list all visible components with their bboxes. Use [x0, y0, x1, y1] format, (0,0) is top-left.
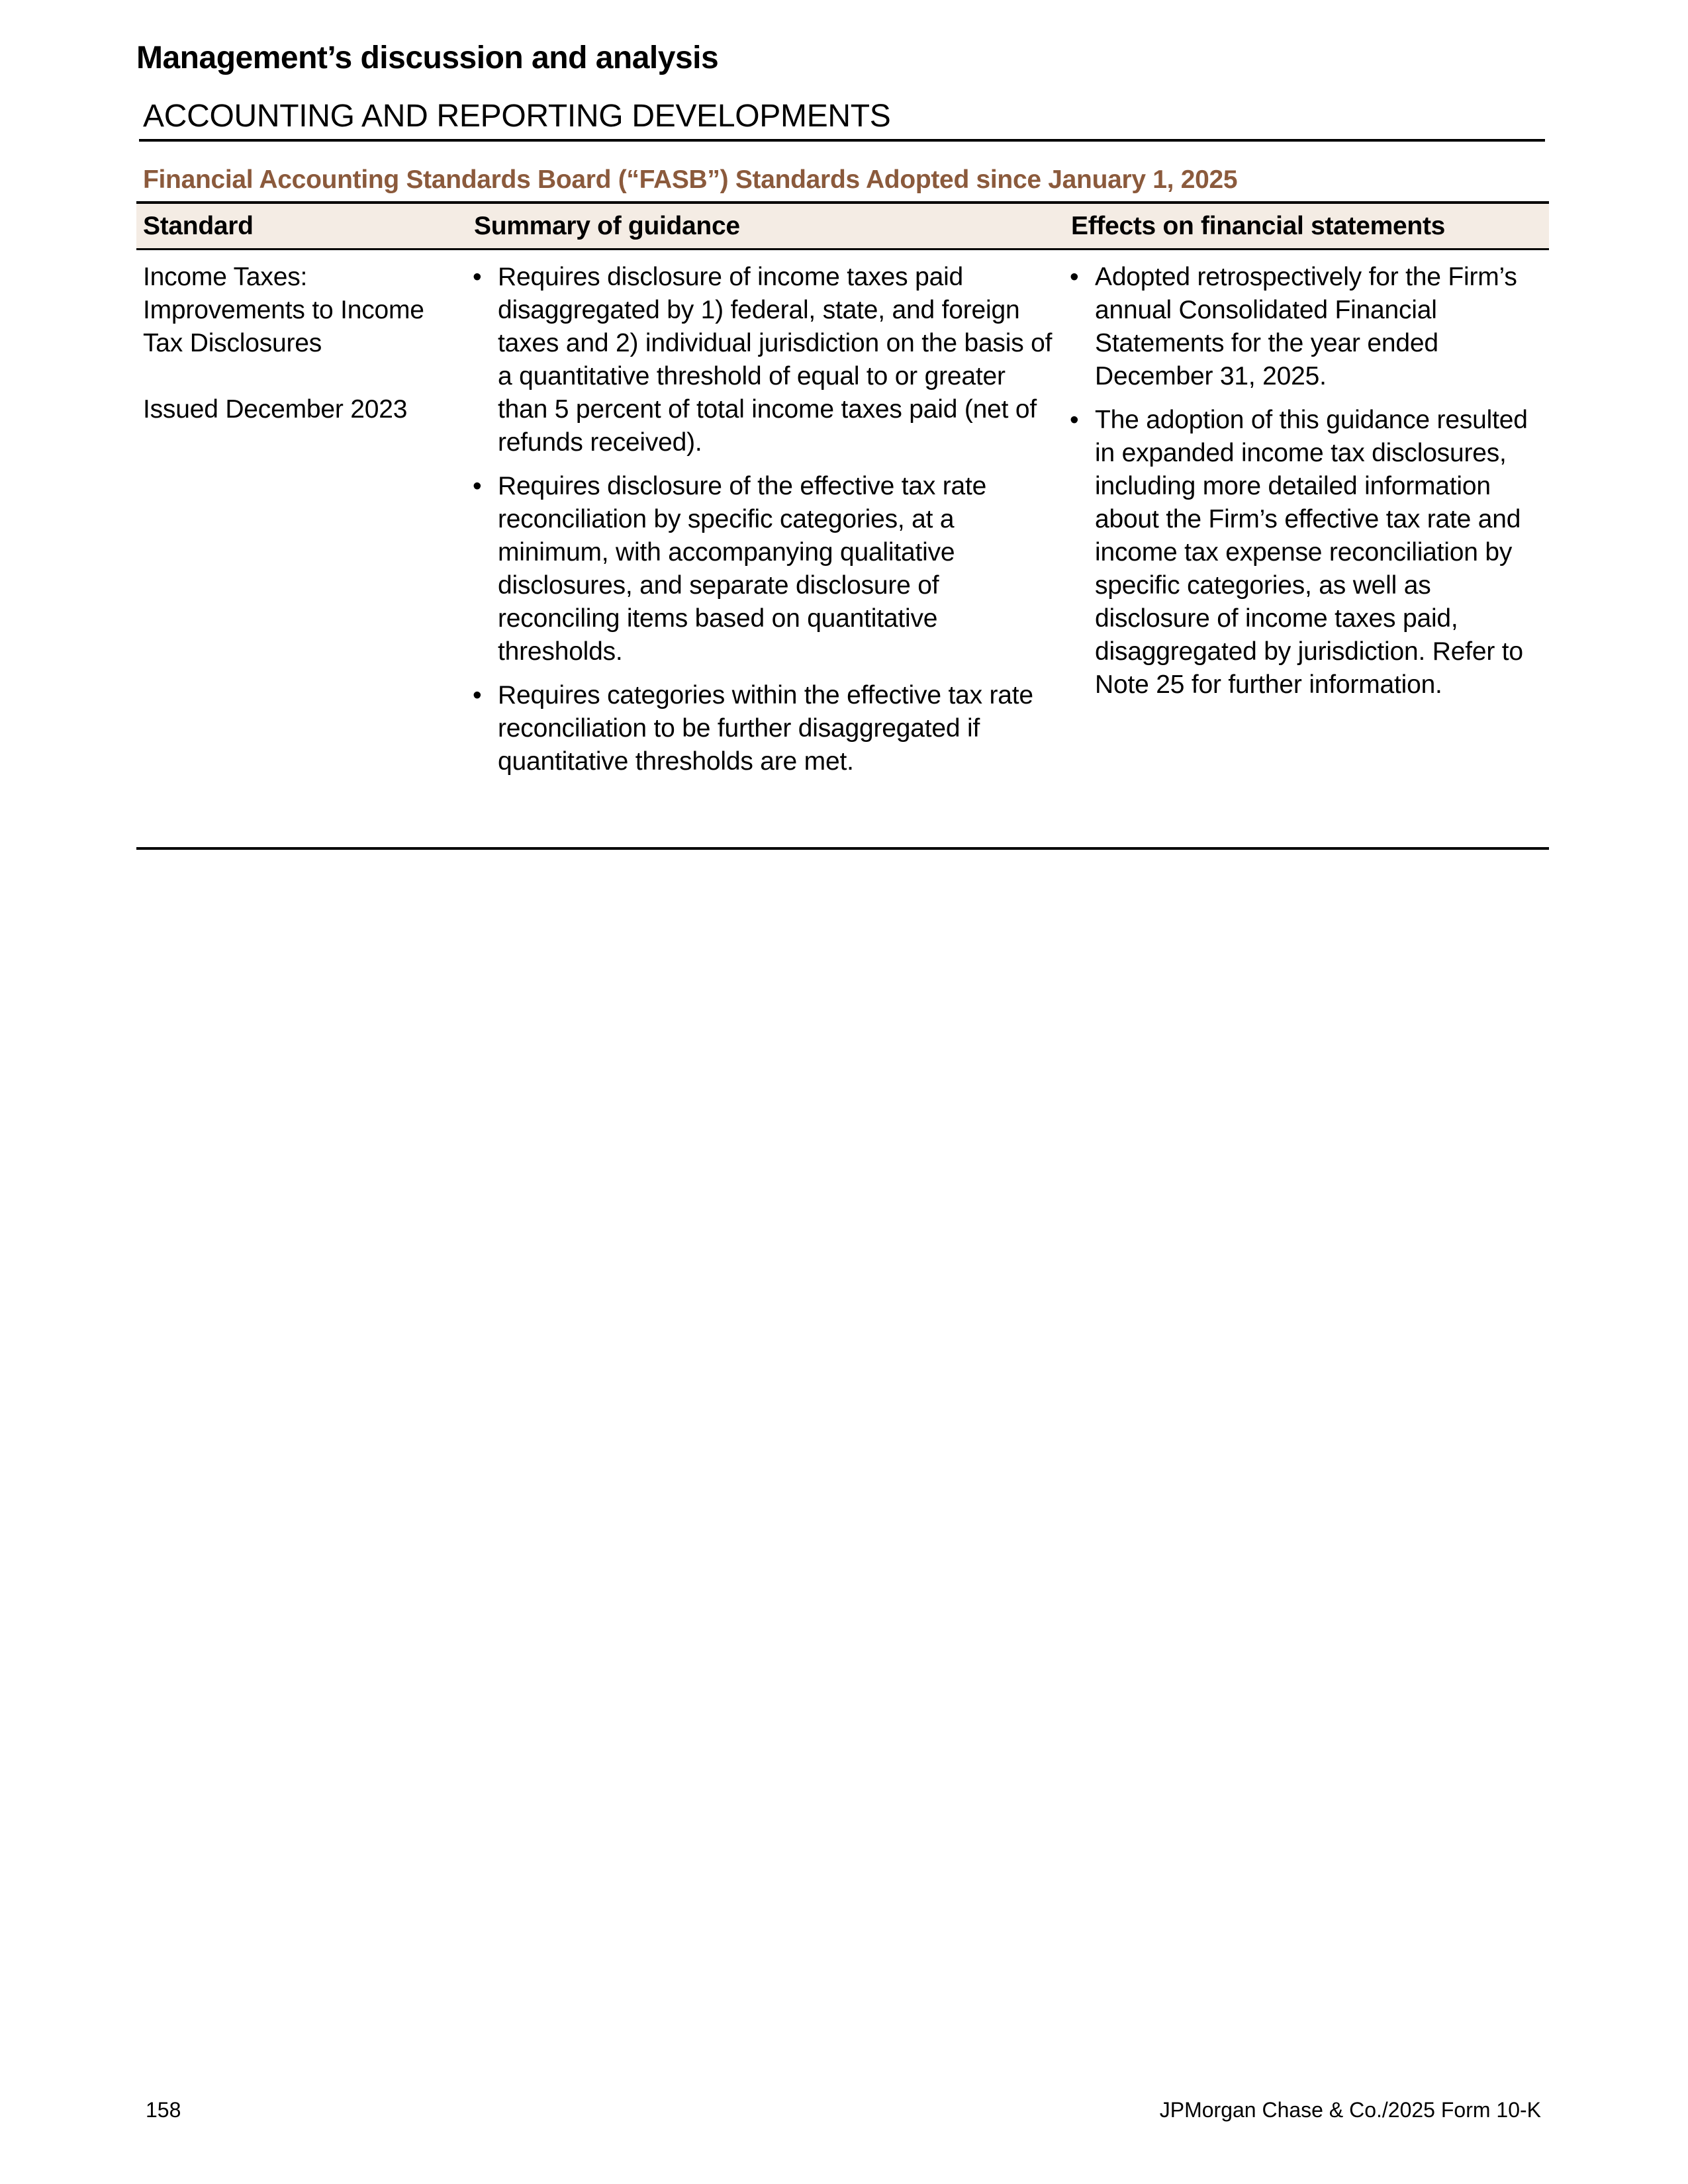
- table-header-row: [136, 204, 1549, 250]
- effects-text: Adopted retrospectively for the Firm’s annual Consolidated Financial Statements for the year ended December 31, 2025.: [1095, 263, 1517, 390]
- column-header-standard: Standard: [143, 212, 254, 240]
- bullet-icon: •: [1070, 406, 1079, 434]
- column-header-effects: Effects on financial statements: [1071, 212, 1446, 240]
- effects-list: [1070, 261, 1546, 712]
- list-item: [473, 679, 1055, 778]
- bullet-icon: •: [473, 472, 482, 500]
- page-number: 158: [146, 2098, 181, 2122]
- list-item: [473, 470, 1055, 668]
- list-item: [473, 261, 1055, 459]
- column-header-summary: Summary of guidance: [474, 212, 740, 240]
- standards-table: [136, 201, 1549, 850]
- bullet-icon: •: [1070, 263, 1079, 291]
- effects-text: The adoption of this guidance resulted in expanded income tax disclosures, including more detailed information about the Firm’s effective tax rate and income tax expense reconciliation by specific categories, as well as disclosure of income taxes paid, disaggregated by jurisdiction. Refer to Note 25 for further information.: [1095, 406, 1528, 699]
- list-item: [1070, 261, 1546, 393]
- page-header: Management’s discussion and analysis: [136, 40, 719, 75]
- list-item: [1070, 404, 1546, 702]
- summary-text: Requires disclosure of income taxes paid disaggregated by 1) federal, state, and foreign taxes and 2) individual jurisdiction on the basis of a quantitative threshold of equal to or greater than 5 percent of total income taxes paid (net of refunds received).: [498, 263, 1053, 457]
- section-title: ACCOUNTING AND REPORTING DEVELOPMENTS: [143, 99, 891, 134]
- table-caption: Financial Accounting Standards Board (“FASB”) Standards Adopted since January 1, 2025: [143, 165, 1238, 194]
- summary-text: Requires categories within the effective tax rate reconciliation to be further disaggregated if quantitative thresholds are met.: [498, 681, 1033, 776]
- summary-text: Requires disclosure of the effective tax rate reconciliation by specific categories, at a minimum, with accompanying qualitative disclosures, and separate disclosure of reconciling items based on quantitative thresholds.: [498, 472, 987, 666]
- bullet-icon: •: [473, 681, 482, 709]
- footer-document-title: JPMorgan Chase & Co./2025 Form 10-K: [1159, 2098, 1541, 2122]
- summary-list: [473, 261, 1055, 789]
- section-divider: [139, 139, 1545, 142]
- bullet-icon: •: [473, 263, 482, 291]
- issued-date: Issued December 2023: [143, 395, 408, 424]
- standard-name: Income Taxes: Improvements to Income Tax Disclosures: [143, 263, 424, 357]
